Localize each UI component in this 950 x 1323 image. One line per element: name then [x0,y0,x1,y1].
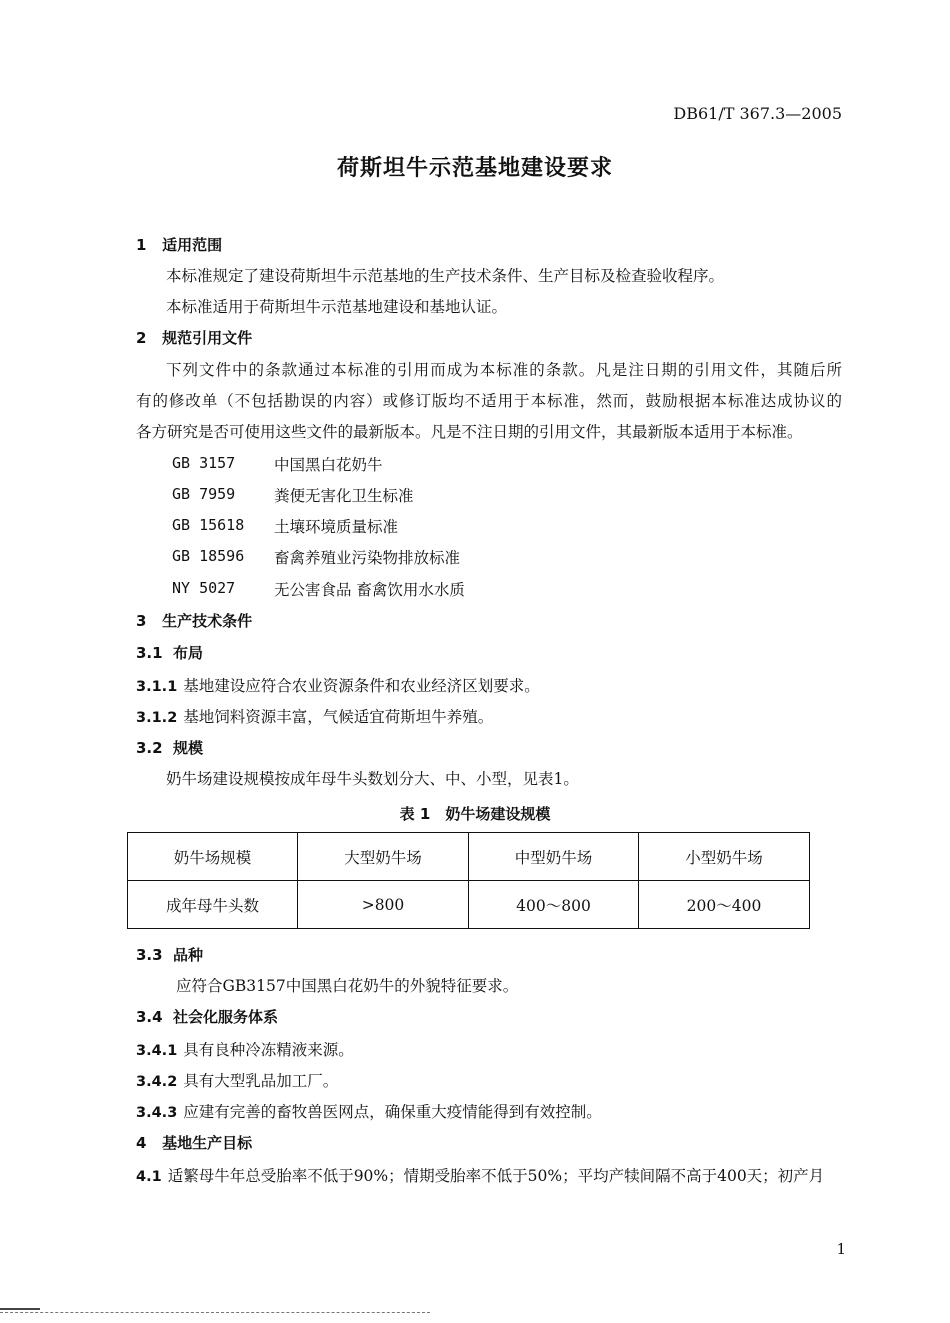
section-number: 1 [136,236,147,254]
table-header-cell: 奶牛场规模 [128,833,298,881]
reference-name: 土壤环境质量标准 [274,518,399,536]
paragraph-line: 各方研究是否可使用这些文件的最新版本。凡是不注日期的引用文件，其最新版本适用于本标准。 [136,423,803,441]
subsection-3-3-heading [136,944,203,965]
table-cell: 成年母牛头数 [128,881,298,929]
reference-code: GB 7959 [172,485,236,503]
clause-3-1-1 [136,674,540,696]
clause-text: 具有大型乳品加工厂。 [183,1072,339,1090]
reference-code: GB 15618 [172,516,245,534]
section-number: 4 [136,1134,147,1152]
section-number: 3.2 [136,739,163,757]
section-title: 品种 [173,946,204,964]
clause-number: 3.4.2 [136,1074,178,1090]
clause-3-4-3 [136,1100,602,1122]
section-number: 3.1 [136,644,163,662]
clause-number: 3.4.3 [136,1105,178,1121]
paragraph-line: 有的修改单（不包括勘误的内容）或修订版均不适用于本标准，然而，鼓励根据本标准达成协议的 [136,392,842,410]
table-cell: 200～400 [639,881,810,929]
table-cell: 400～800 [469,881,639,929]
clause-3-4-1 [136,1038,354,1060]
reference-name: 无公害食品 畜禽饮用水水质 [274,581,465,599]
section-title: 规范引用文件 [162,329,253,347]
scale-table [127,832,810,929]
paragraph: 奶牛场建设规模按成年母牛头数划分大、中、小型，见表1。 [166,770,579,788]
document-title: 荷斯坦牛示范基地建设要求 [336,156,613,181]
section-3-heading [136,610,252,631]
section-title: 社会化服务体系 [173,1008,279,1026]
table-header-cell: 大型奶牛场 [298,833,469,881]
section-4-heading [136,1132,252,1153]
section-title: 布局 [173,644,204,662]
reference-code: GB 3157 [172,454,236,472]
clause-text: 适繁母牛年总受胎率不低于90%；情期受胎率不低于50%；平均产犊间隔不高于400天；初产月 [167,1167,825,1185]
section-number: 3 [136,612,147,630]
section-2-heading [136,327,252,348]
table-header-row [128,833,810,881]
paragraph: 应符合GB3157中国黑白花奶牛的外貌特征要求。 [176,977,519,995]
page-number: 1 [836,1240,846,1258]
paragraph: 本标准适用于荷斯坦牛示范基地建设和基地认证。 [166,298,508,316]
section-number: 3.4 [136,1008,163,1026]
reference-code: NY 5027 [172,579,236,597]
subsection-3-4-heading [136,1006,278,1027]
section-title: 生产技术条件 [162,612,253,630]
section-title: 基地生产目标 [162,1134,253,1152]
section-1-heading [136,234,222,255]
clause-text: 基地饲料资源丰富，气候适宜荷斯坦牛养殖。 [183,708,494,726]
table-cell: >800 [298,881,469,929]
table-row [128,881,810,929]
section-number: 2 [136,329,147,347]
clause-number: 3.4.1 [136,1043,178,1059]
table-header-cell: 小型奶牛场 [639,833,810,881]
table-header-cell: 中型奶牛场 [469,833,639,881]
clause-number: 3.1.2 [136,710,178,726]
subsection-3-1-heading [136,642,203,663]
clause-number: 3.1.1 [136,679,178,695]
paragraph-line: 下列文件中的条款通过本标准的引用而成为本标准的条款。凡是注日期的引用文件，其随后所 [166,361,842,379]
section-title: 适用范围 [162,236,223,254]
reference-name: 中国黑白花奶牛 [274,456,383,474]
standard-code: DB61/T 367.3—2005 [673,104,842,123]
clause-4-1 [136,1164,824,1186]
clause-3-4-2 [136,1069,338,1091]
scan-edge-line [0,1312,430,1314]
section-number: 3.3 [136,946,163,964]
clause-text: 应建有完善的畜牧兽医网点，确保重大疫情能得到有效控制。 [183,1103,602,1121]
table-caption: 表 1 奶牛场建设规模 [399,805,551,823]
clause-number: 4.1 [136,1169,162,1185]
scan-edge-mark [0,1308,40,1310]
paragraph: 本标准规定了建设荷斯坦牛示范基地的生产技术条件、生产目标及检查验收程序。 [166,267,725,285]
clause-text: 基地建设应符合农业资源条件和农业经济区划要求。 [183,677,540,695]
section-title: 规模 [173,739,204,757]
reference-name: 畜禽养殖业污染物排放标准 [274,549,461,567]
reference-name: 粪便无害化卫生标准 [274,487,414,505]
subsection-3-2-heading [136,737,203,758]
clause-3-1-2 [136,705,493,727]
clause-text: 具有良种冷冻精液来源。 [183,1041,354,1059]
reference-code: GB 18596 [172,547,245,565]
